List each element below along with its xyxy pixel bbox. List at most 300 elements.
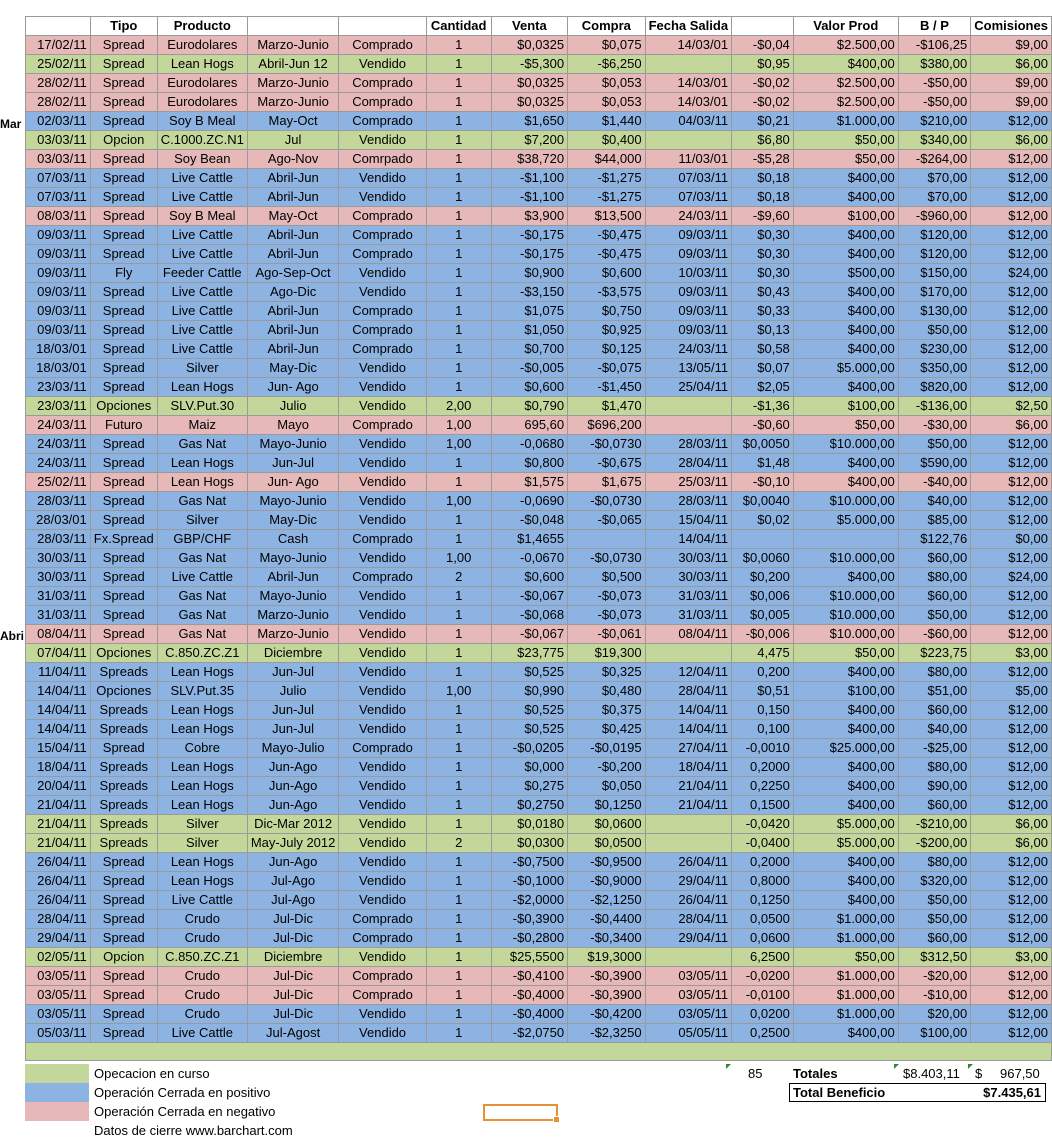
cell-operacion[interactable]: Vendido — [339, 815, 426, 834]
cell-fecha-salida[interactable]: 07/03/11 — [645, 169, 731, 188]
cell-comisiones[interactable]: $12,00 — [971, 606, 1052, 625]
cell-operacion[interactable]: Vendido — [339, 454, 426, 473]
cell-periodo[interactable]: Jul-Dic — [247, 986, 339, 1005]
cell-producto[interactable]: Lean Hogs — [157, 872, 247, 891]
cell-fecha-salida[interactable]: 26/04/11 — [645, 853, 731, 872]
cell-valor-prod[interactable]: $400,00 — [793, 891, 898, 910]
cell-periodo[interactable]: Jun-Ago — [247, 777, 339, 796]
cell-bp[interactable]: -$30,00 — [898, 416, 971, 435]
cell-producto[interactable]: GBP/CHF — [157, 530, 247, 549]
cell-venta[interactable]: -$0,067 — [491, 587, 567, 606]
cell-tipo[interactable]: Spread — [90, 910, 157, 929]
cell-date[interactable]: 28/02/11 — [26, 74, 91, 93]
cell-diferencia[interactable]: -$0,006 — [732, 625, 794, 644]
cell-valor-prod[interactable] — [793, 530, 898, 549]
cell-cantidad[interactable]: 1 — [426, 986, 491, 1005]
cell-comisiones[interactable]: $9,00 — [971, 36, 1052, 55]
cell-date[interactable]: 05/03/11 — [26, 1024, 91, 1043]
cell-venta[interactable]: -$0,0205 — [491, 739, 567, 758]
cell-date[interactable]: 03/03/11 — [26, 150, 91, 169]
column-header[interactable] — [339, 17, 426, 36]
cell-cantidad[interactable]: 1 — [426, 169, 491, 188]
cell-operacion[interactable]: Vendido — [339, 853, 426, 872]
cell-periodo[interactable]: Jun-Jul — [247, 454, 339, 473]
cell-venta[interactable]: $25,5500 — [491, 948, 567, 967]
cell-bp[interactable]: $820,00 — [898, 378, 971, 397]
cell-producto[interactable]: Lean Hogs — [157, 853, 247, 872]
cell-venta[interactable]: -$0,175 — [491, 226, 567, 245]
cell-valor-prod[interactable]: $400,00 — [793, 226, 898, 245]
cell-compra[interactable]: -$0,475 — [568, 245, 645, 264]
cell-periodo[interactable]: Ago-Sep-Oct — [247, 264, 339, 283]
cell-diferencia[interactable]: -$9,60 — [732, 207, 794, 226]
cell-date[interactable]: 23/03/11 — [26, 397, 91, 416]
cell-operacion[interactable]: Comrpado — [339, 150, 426, 169]
cell-date[interactable]: 28/03/01 — [26, 511, 91, 530]
cell-cantidad[interactable]: 1 — [426, 872, 491, 891]
cell-date[interactable]: 11/04/11 — [26, 663, 91, 682]
cell-venta[interactable]: $0,0325 — [491, 93, 567, 112]
cell-date[interactable]: 25/02/11 — [26, 473, 91, 492]
cell-operacion[interactable]: Vendido — [339, 682, 426, 701]
cell-tipo[interactable]: Opciones — [90, 682, 157, 701]
cell-cantidad[interactable]: 1 — [426, 131, 491, 150]
cell-tipo[interactable]: Spread — [90, 587, 157, 606]
cell-comisiones[interactable]: $12,00 — [971, 739, 1052, 758]
cell-valor-prod[interactable]: $1.000,00 — [793, 910, 898, 929]
cell-periodo[interactable]: Julio — [247, 397, 339, 416]
cell-compra[interactable]: $0,075 — [568, 36, 645, 55]
cell-comisiones[interactable]: $12,00 — [971, 986, 1052, 1005]
cell-operacion[interactable]: Comprado — [339, 321, 426, 340]
cell-bp[interactable]: $80,00 — [898, 568, 971, 587]
cell-cantidad[interactable]: 1 — [426, 36, 491, 55]
cell-date[interactable]: 09/03/11 — [26, 245, 91, 264]
cell-cantidad[interactable]: 1 — [426, 929, 491, 948]
cell-compra[interactable]: -$1,450 — [568, 378, 645, 397]
cell-compra[interactable]: $1,440 — [568, 112, 645, 131]
cell-producto[interactable]: Crudo — [157, 910, 247, 929]
cell-date[interactable]: 09/03/11 — [26, 226, 91, 245]
cell-tipo[interactable]: Spreads — [90, 815, 157, 834]
cell-periodo[interactable]: Jul-Ago — [247, 872, 339, 891]
cell-fecha-salida[interactable]: 28/03/11 — [645, 492, 731, 511]
cell-comisiones[interactable]: $12,00 — [971, 549, 1052, 568]
cell-bp[interactable]: -$200,00 — [898, 834, 971, 853]
cell-operacion[interactable]: Comprado — [339, 340, 426, 359]
column-header[interactable] — [732, 17, 794, 36]
cell-fecha-salida[interactable]: 30/03/11 — [645, 568, 731, 587]
cell-comisiones[interactable]: $12,00 — [971, 758, 1052, 777]
cell-diferencia[interactable]: 0,1250 — [732, 891, 794, 910]
cell-valor-prod[interactable]: $400,00 — [793, 55, 898, 74]
cell-tipo[interactable]: Spreads — [90, 777, 157, 796]
cell-bp[interactable]: $320,00 — [898, 872, 971, 891]
cell-venta[interactable]: -$0,4000 — [491, 1005, 567, 1024]
cell-bp[interactable]: $20,00 — [898, 1005, 971, 1024]
cell-comisiones[interactable]: $12,00 — [971, 1005, 1052, 1024]
cell-venta[interactable]: $0,800 — [491, 454, 567, 473]
cell-comisiones[interactable]: $12,00 — [971, 112, 1052, 131]
cell-cantidad[interactable]: 1,00 — [426, 492, 491, 511]
cell-venta[interactable]: $1,575 — [491, 473, 567, 492]
cell-diferencia[interactable]: -0,0200 — [732, 967, 794, 986]
cell-tipo[interactable]: Opcion — [90, 131, 157, 150]
cell-tipo[interactable]: Spread — [90, 435, 157, 454]
cell-compra[interactable]: $0,600 — [568, 264, 645, 283]
cell-valor-prod[interactable]: $400,00 — [793, 853, 898, 872]
cell-diferencia[interactable]: 6,2500 — [732, 948, 794, 967]
cell-cantidad[interactable]: 1 — [426, 777, 491, 796]
cell-bp[interactable]: $70,00 — [898, 169, 971, 188]
cell-venta[interactable]: $38,720 — [491, 150, 567, 169]
cell-tipo[interactable]: Spread — [90, 321, 157, 340]
cell-comisiones[interactable]: $12,00 — [971, 720, 1052, 739]
cell-fecha-salida[interactable] — [645, 815, 731, 834]
cell-diferencia[interactable]: 0,2500 — [732, 1024, 794, 1043]
cell-periodo[interactable]: Jul-Dic — [247, 929, 339, 948]
cell-tipo[interactable]: Futuro — [90, 416, 157, 435]
cell-tipo[interactable]: Spread — [90, 302, 157, 321]
cell-fecha-salida[interactable]: 28/04/11 — [645, 682, 731, 701]
cell-valor-prod[interactable]: $400,00 — [793, 302, 898, 321]
cell-diferencia[interactable]: $0,95 — [732, 55, 794, 74]
cell-periodo[interactable]: May-Oct — [247, 112, 339, 131]
cell-producto[interactable]: Gas Nat — [157, 492, 247, 511]
cell-fecha-salida[interactable]: 14/03/01 — [645, 36, 731, 55]
cell-tipo[interactable]: Spread — [90, 473, 157, 492]
cell-compra[interactable]: -$0,4200 — [568, 1005, 645, 1024]
cell-comisiones[interactable]: $12,00 — [971, 340, 1052, 359]
cell-tipo[interactable]: Spread — [90, 55, 157, 74]
cell-diferencia[interactable]: $0,30 — [732, 264, 794, 283]
cell-date[interactable]: 21/04/11 — [26, 796, 91, 815]
cell-diferencia[interactable]: $0,33 — [732, 302, 794, 321]
cell-valor-prod[interactable]: $400,00 — [793, 321, 898, 340]
cell-comisiones[interactable]: $6,00 — [971, 815, 1052, 834]
cell-valor-prod[interactable]: $400,00 — [793, 283, 898, 302]
cell-bp[interactable]: -$10,00 — [898, 986, 971, 1005]
cell-producto[interactable]: Eurodolares — [157, 36, 247, 55]
cell-compra[interactable]: -$0,3900 — [568, 967, 645, 986]
cell-cantidad[interactable]: 1 — [426, 150, 491, 169]
cell-producto[interactable]: Lean Hogs — [157, 796, 247, 815]
cell-comisiones[interactable]: $12,00 — [971, 359, 1052, 378]
cell-tipo[interactable]: Spread — [90, 150, 157, 169]
cell-tipo[interactable]: Fx.Spread — [90, 530, 157, 549]
cell-periodo[interactable]: Dic-Mar 2012 — [247, 815, 339, 834]
cell-bp[interactable]: -$25,00 — [898, 739, 971, 758]
cell-producto[interactable]: Gas Nat — [157, 587, 247, 606]
cell-valor-prod[interactable]: $10.000,00 — [793, 587, 898, 606]
cell-diferencia[interactable]: $0,21 — [732, 112, 794, 131]
cell-diferencia[interactable]: $0,0060 — [732, 549, 794, 568]
cell-operacion[interactable]: Comprado — [339, 74, 426, 93]
cell-cantidad[interactable]: 1 — [426, 473, 491, 492]
cell-date[interactable]: 18/04/11 — [26, 758, 91, 777]
cell-venta[interactable]: $1,650 — [491, 112, 567, 131]
cell-periodo[interactable]: Mayo-Junio — [247, 492, 339, 511]
cell-producto[interactable]: Silver — [157, 359, 247, 378]
cell-compra[interactable]: -$0,4400 — [568, 910, 645, 929]
cell-bp[interactable]: -$960,00 — [898, 207, 971, 226]
cell-fecha-salida[interactable]: 04/03/11 — [645, 112, 731, 131]
cell-venta[interactable]: $1,4655 — [491, 530, 567, 549]
cell-fecha-salida[interactable]: 14/03/01 — [645, 74, 731, 93]
cell-cantidad[interactable]: 1 — [426, 55, 491, 74]
cell-bp[interactable]: -$106,25 — [898, 36, 971, 55]
cell-compra[interactable]: -$0,3400 — [568, 929, 645, 948]
cell-diferencia[interactable]: -$0,02 — [732, 93, 794, 112]
cell-cantidad[interactable]: 1 — [426, 644, 491, 663]
cell-diferencia[interactable]: $2,05 — [732, 378, 794, 397]
cell-valor-prod[interactable]: $50,00 — [793, 416, 898, 435]
cell-bp[interactable]: -$50,00 — [898, 74, 971, 93]
cell-operacion[interactable]: Vendido — [339, 872, 426, 891]
cell-producto[interactable]: Lean Hogs — [157, 777, 247, 796]
cell-producto[interactable]: Soy B Meal — [157, 207, 247, 226]
cell-valor-prod[interactable]: $100,00 — [793, 397, 898, 416]
cell-compra[interactable]: $0,053 — [568, 74, 645, 93]
cell-cantidad[interactable]: 1 — [426, 207, 491, 226]
cell-compra[interactable]: $0,750 — [568, 302, 645, 321]
cell-bp[interactable]: $130,00 — [898, 302, 971, 321]
cell-cantidad[interactable]: 1 — [426, 188, 491, 207]
cell-venta[interactable]: $0,000 — [491, 758, 567, 777]
cell-bp[interactable]: $100,00 — [898, 1024, 971, 1043]
cell-periodo[interactable]: Jun-Jul — [247, 663, 339, 682]
cell-comisiones[interactable]: $12,00 — [971, 378, 1052, 397]
cell-diferencia[interactable]: $0,18 — [732, 188, 794, 207]
cell-venta[interactable]: -$0,7500 — [491, 853, 567, 872]
cell-tipo[interactable]: Spreads — [90, 834, 157, 853]
cell-date[interactable]: 17/02/11 — [26, 36, 91, 55]
cell-diferencia[interactable]: 0,1500 — [732, 796, 794, 815]
cell-valor-prod[interactable]: $100,00 — [793, 207, 898, 226]
cell-cantidad[interactable]: 1 — [426, 359, 491, 378]
cell-producto[interactable]: C.850.ZC.Z1 — [157, 644, 247, 663]
cell-operacion[interactable]: Vendido — [339, 1024, 426, 1043]
cell-producto[interactable]: Live Cattle — [157, 302, 247, 321]
cell-venta[interactable]: -0,0680 — [491, 435, 567, 454]
cell-diferencia[interactable]: 0,200 — [732, 663, 794, 682]
cell-venta[interactable]: $0,525 — [491, 663, 567, 682]
cell-cantidad[interactable]: 1 — [426, 663, 491, 682]
cell-diferencia[interactable]: -0,0420 — [732, 815, 794, 834]
cell-operacion[interactable]: Comprado — [339, 226, 426, 245]
cell-date[interactable]: 31/03/11 — [26, 587, 91, 606]
cell-venta[interactable]: -$1,100 — [491, 188, 567, 207]
cell-venta[interactable]: $23,775 — [491, 644, 567, 663]
cell-valor-prod[interactable]: $400,00 — [793, 720, 898, 739]
cell-bp[interactable]: $50,00 — [898, 891, 971, 910]
cell-comisiones[interactable]: $6,00 — [971, 55, 1052, 74]
cell-cantidad[interactable]: 1 — [426, 1005, 491, 1024]
cell-fecha-salida[interactable]: 25/03/11 — [645, 473, 731, 492]
cell-date[interactable]: 07/04/11 — [26, 644, 91, 663]
cell-compra[interactable]: -$0,9500 — [568, 853, 645, 872]
cell-bp[interactable]: $85,00 — [898, 511, 971, 530]
cell-periodo[interactable]: Abril-Jun 12 — [247, 55, 339, 74]
cell-cantidad[interactable]: 1 — [426, 625, 491, 644]
cell-diferencia[interactable]: $0,200 — [732, 568, 794, 587]
cell-tipo[interactable]: Spread — [90, 1024, 157, 1043]
cell-compra[interactable]: -$0,0730 — [568, 549, 645, 568]
cell-comisiones[interactable]: $12,00 — [971, 853, 1052, 872]
cell-producto[interactable]: Live Cattle — [157, 283, 247, 302]
cell-producto[interactable]: Live Cattle — [157, 226, 247, 245]
cell-periodo[interactable]: Jun-Jul — [247, 701, 339, 720]
cell-tipo[interactable]: Fly — [90, 264, 157, 283]
column-header[interactable]: Valor Prod — [793, 17, 898, 36]
cell-periodo[interactable]: Jul-Agost — [247, 1024, 339, 1043]
cell-valor-prod[interactable]: $400,00 — [793, 663, 898, 682]
cell-diferencia[interactable]: $0,0050 — [732, 435, 794, 454]
cell-fecha-salida[interactable] — [645, 948, 731, 967]
cell-comisiones[interactable]: $12,00 — [971, 302, 1052, 321]
cell-diferencia[interactable]: 0,8000 — [732, 872, 794, 891]
cell-valor-prod[interactable]: $400,00 — [793, 188, 898, 207]
cell-operacion[interactable]: Comprado — [339, 530, 426, 549]
cell-venta[interactable]: $0,700 — [491, 340, 567, 359]
cell-date[interactable]: 15/04/11 — [26, 739, 91, 758]
cell-producto[interactable]: Live Cattle — [157, 891, 247, 910]
cell-operacion[interactable]: Comprado — [339, 739, 426, 758]
cell-comisiones[interactable]: $12,00 — [971, 321, 1052, 340]
cell-operacion[interactable]: Vendido — [339, 587, 426, 606]
cell-valor-prod[interactable]: $50,00 — [793, 948, 898, 967]
cell-fecha-salida[interactable] — [645, 644, 731, 663]
cell-compra[interactable] — [568, 530, 645, 549]
cell-operacion[interactable]: Comprado — [339, 245, 426, 264]
cell-venta[interactable]: -$0,067 — [491, 625, 567, 644]
cell-compra[interactable]: $0,0600 — [568, 815, 645, 834]
cell-date[interactable]: 28/04/11 — [26, 910, 91, 929]
cell-venta[interactable]: -0,0690 — [491, 492, 567, 511]
cell-diferencia[interactable] — [732, 530, 794, 549]
cell-date[interactable]: 03/03/11 — [26, 131, 91, 150]
cell-date[interactable]: 14/04/11 — [26, 682, 91, 701]
cell-cantidad[interactable]: 1,00 — [426, 549, 491, 568]
cell-cantidad[interactable]: 1 — [426, 720, 491, 739]
cell-comisiones[interactable]: $12,00 — [971, 511, 1052, 530]
cell-tipo[interactable]: Opciones — [90, 644, 157, 663]
cell-compra[interactable]: $0,053 — [568, 93, 645, 112]
cell-date[interactable]: 28/03/11 — [26, 530, 91, 549]
cell-periodo[interactable]: Abril-Jun — [247, 321, 339, 340]
cell-date[interactable]: 07/03/11 — [26, 188, 91, 207]
cell-comisiones[interactable]: $12,00 — [971, 473, 1052, 492]
cell-operacion[interactable]: Vendido — [339, 777, 426, 796]
cell-cantidad[interactable]: 1 — [426, 302, 491, 321]
cell-valor-prod[interactable]: $400,00 — [793, 245, 898, 264]
cell-operacion[interactable]: Vendido — [339, 549, 426, 568]
cell-tipo[interactable]: Spreads — [90, 758, 157, 777]
cell-diferencia[interactable]: 0,0500 — [732, 910, 794, 929]
cell-date[interactable]: 03/05/11 — [26, 986, 91, 1005]
cell-fecha-salida[interactable] — [645, 834, 731, 853]
cell-bp[interactable]: $50,00 — [898, 435, 971, 454]
cell-comisiones[interactable]: $12,00 — [971, 777, 1052, 796]
cell-cantidad[interactable]: 2 — [426, 834, 491, 853]
cell-comisiones[interactable]: $12,00 — [971, 226, 1052, 245]
cell-operacion[interactable]: Vendido — [339, 1005, 426, 1024]
cell-compra[interactable]: -$0,9000 — [568, 872, 645, 891]
column-header[interactable]: Compra — [568, 17, 645, 36]
cell-bp[interactable]: $60,00 — [898, 701, 971, 720]
cell-periodo[interactable]: May-July 2012 — [247, 834, 339, 853]
cell-fecha-salida[interactable]: 24/03/11 — [645, 340, 731, 359]
cell-diferencia[interactable]: -$0,60 — [732, 416, 794, 435]
cell-tipo[interactable]: Spread — [90, 74, 157, 93]
cell-producto[interactable]: Soy B Meal — [157, 112, 247, 131]
cell-diferencia[interactable]: $1,48 — [732, 454, 794, 473]
cell-periodo[interactable]: Abril-Jun — [247, 226, 339, 245]
cell-producto[interactable]: Lean Hogs — [157, 701, 247, 720]
cell-tipo[interactable]: Spread — [90, 207, 157, 226]
cell-fecha-salida[interactable]: 11/03/01 — [645, 150, 731, 169]
cell-fecha-salida[interactable]: 14/03/01 — [645, 93, 731, 112]
cell-bp[interactable]: $340,00 — [898, 131, 971, 150]
cell-compra[interactable]: -$0,065 — [568, 511, 645, 530]
cell-tipo[interactable]: Spread — [90, 283, 157, 302]
cell-periodo[interactable]: Mayo-Julio — [247, 739, 339, 758]
cell-producto[interactable]: Gas Nat — [157, 625, 247, 644]
cell-periodo[interactable]: Diciembre — [247, 948, 339, 967]
cell-comisiones[interactable]: $3,00 — [971, 644, 1052, 663]
cell-valor-prod[interactable]: $500,00 — [793, 264, 898, 283]
cell-date[interactable]: 24/03/11 — [26, 416, 91, 435]
cell-date[interactable]: 09/03/11 — [26, 321, 91, 340]
cell-compra[interactable]: $19,3000 — [568, 948, 645, 967]
cell-fecha-salida[interactable]: 13/05/11 — [645, 359, 731, 378]
cell-producto[interactable]: Lean Hogs — [157, 454, 247, 473]
cell-tipo[interactable]: Spread — [90, 454, 157, 473]
cell-bp[interactable]: $60,00 — [898, 796, 971, 815]
cell-compra[interactable]: $0,125 — [568, 340, 645, 359]
cell-date[interactable]: 09/03/11 — [26, 283, 91, 302]
cell-cantidad[interactable]: 1 — [426, 891, 491, 910]
cell-cantidad[interactable]: 1 — [426, 93, 491, 112]
cell-valor-prod[interactable]: $50,00 — [793, 644, 898, 663]
cell-valor-prod[interactable]: $400,00 — [793, 872, 898, 891]
cell-valor-prod[interactable]: $1.000,00 — [793, 929, 898, 948]
cell-cantidad[interactable]: 1 — [426, 606, 491, 625]
cell-producto[interactable]: Lean Hogs — [157, 378, 247, 397]
cell-operacion[interactable]: Comprado — [339, 910, 426, 929]
cell-tipo[interactable]: Spread — [90, 93, 157, 112]
cell-fecha-salida[interactable]: 28/04/11 — [645, 910, 731, 929]
cell-periodo[interactable]: Julio — [247, 682, 339, 701]
cell-bp[interactable]: $60,00 — [898, 587, 971, 606]
cell-valor-prod[interactable]: $25.000,00 — [793, 739, 898, 758]
cell-date[interactable]: 08/04/11 — [26, 625, 91, 644]
cell-cantidad[interactable]: 1 — [426, 853, 491, 872]
cell-cantidad[interactable]: 1 — [426, 454, 491, 473]
cell-tipo[interactable]: Spread — [90, 891, 157, 910]
cell-periodo[interactable]: Ago-Nov — [247, 150, 339, 169]
cell-operacion[interactable]: Vendido — [339, 131, 426, 150]
cell-comisiones[interactable]: $9,00 — [971, 74, 1052, 93]
cell-diferencia[interactable]: $0,006 — [732, 587, 794, 606]
cell-periodo[interactable]: Mayo-Junio — [247, 587, 339, 606]
cell-fecha-salida[interactable]: 07/03/11 — [645, 188, 731, 207]
cell-tipo[interactable]: Spread — [90, 549, 157, 568]
cell-operacion[interactable]: Comprado — [339, 416, 426, 435]
cell-periodo[interactable]: Jul-Ago — [247, 891, 339, 910]
cell-producto[interactable]: SLV.Put.35 — [157, 682, 247, 701]
cell-date[interactable]: 03/05/11 — [26, 967, 91, 986]
